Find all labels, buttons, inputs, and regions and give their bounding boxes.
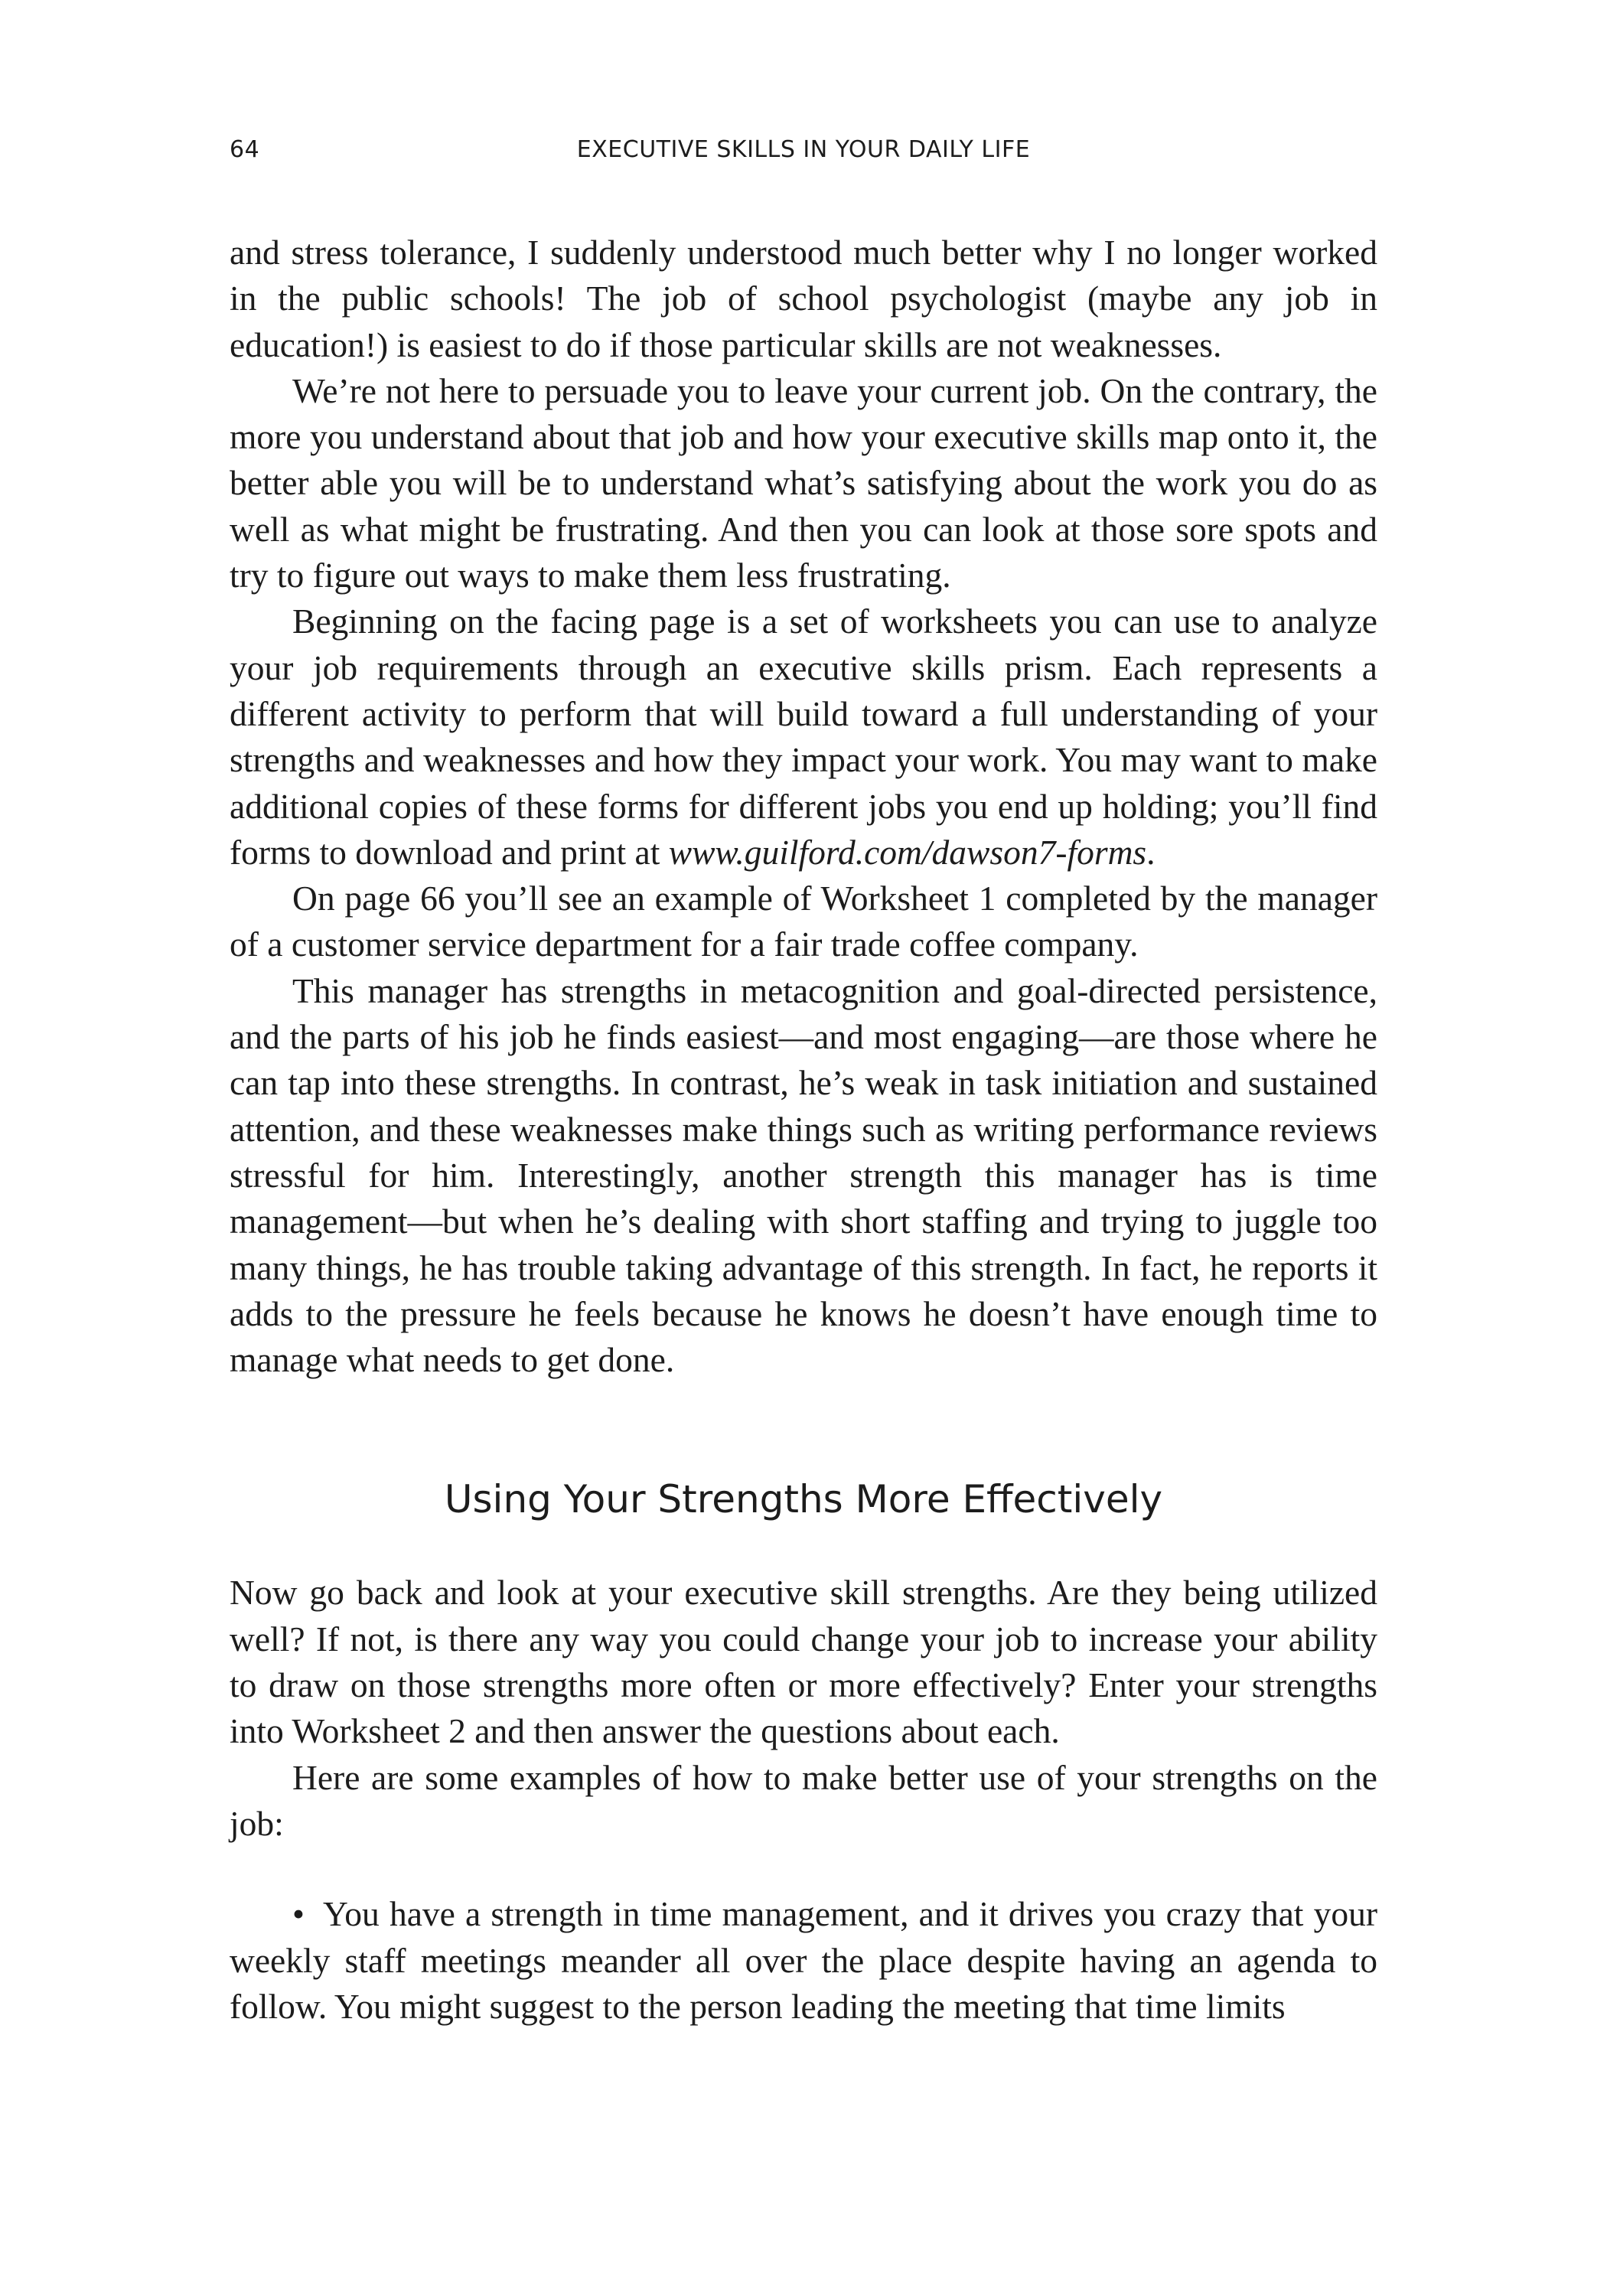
paragraph-worksheets [230,598,1377,876]
running-head [230,136,1377,173]
section-heading: Using Your Strengths More Effectively [444,1477,1163,1522]
paragraph: On page 66 you’ll see an example of Worksheet 1 completed by the manager of a customer service department for a fair trade coffee company. [230,879,1377,964]
paragraph-text: Beginning on the facing page is a set of worksheets you can use to analyze your job requirements through an executive skills prism. Each represents a different activity to perform that will build toward a full understanding of your strengths and weaknesses and how they impact your work. You may want to make additional copies of these forms for different jobs you end up holding; you’ll find forms to download and print at [230,602,1377,872]
paragraph: This manager has strengths in metacognition and goal-directed persistence, and the parts of his job he finds easiest—and most engaging—are those where he can tap into these strengths. In contrast, he’s weak in task initiation and sustained attention, and these weaknesses make things such as writing performance reviews stressful for him. Interestingly, another strength this manager has is time management—but when he’s dealing with short staffing and trying to juggle too many things, he has trouble taking advantage of this strength. In fact, he reports it adds to the pressure he feels because he knows he doesn’t have enough time to manage what needs to get done. [230,970,1377,1380]
paragraph-continuation: and stress tolerance, I suddenly understood much better why I no longer worked in the public schools! The job of school psychologist (maybe any job in education!) is easiest to do if those particular skills are not weaknesses. [230,233,1377,364]
section-paragraph: Here are some examples of how to make better use of your strengths on the job: [230,1757,1377,1843]
list-item [230,1891,1377,2030]
bullet-text: You have a strength in time management, and it drives you crazy that your weekly staff meetings meander all over the place despite having an agenda to follow. You might suggest to the person leading the meeting that time limits [230,1894,1377,2026]
body-text [230,230,1377,2030]
bullet-icon: • [292,1894,305,1934]
bullet-list [230,1891,1377,2030]
forms-link[interactable]: www.guilford.com/dawson7-forms [668,832,1147,872]
running-title: EXECUTIVE SKILLS IN YOUR DAILY LIFE [576,136,1031,163]
paragraph-text-end: . [1146,832,1156,872]
section-paragraph: Now go back and look at your executive skill strengths. Are they being utilized well? If not, is there any way you could change your job to increase your ability to draw on those strengths more often or more effectively? Enter your strengths into Worksheet 2 and then answer the questions about each. [230,1573,1377,1751]
paragraph: We’re not here to persuade you to leave your current job. On the contrary, the more you understand about that job and how your executive skills map onto it, the better able you will be to understand what’s satisfying about the work you do as well as what might be frustrating. And then you can look at those sore spots and try to figure out ways to make them less frustrating. [230,370,1377,595]
page-number: 64 [230,136,260,163]
